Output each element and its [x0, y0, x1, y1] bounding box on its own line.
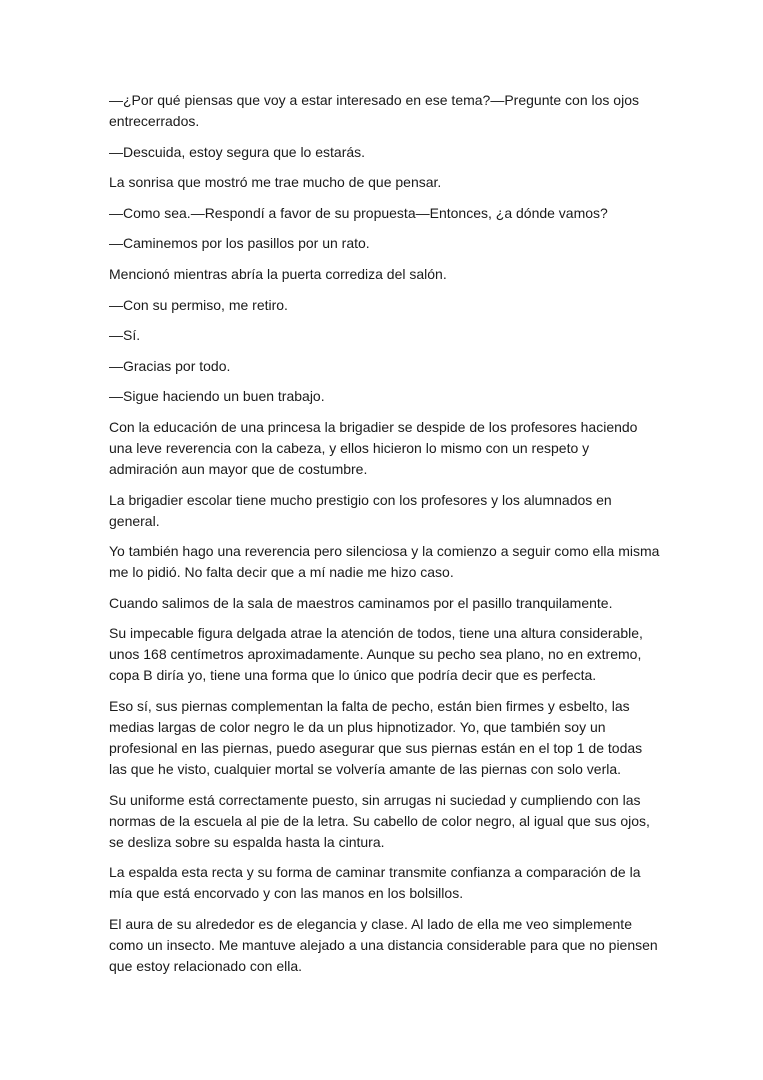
paragraph: Su impecable figura delgada atrae la atención de todos, tiene una altura considerable, unos 168 centímetros aproximadamente. Aunque su pecho sea plano, no en extremo, copa B diría yo, tiene una forma que lo único que podría decir que es perfecta.: [109, 625, 643, 684]
paragraph: Yo también hago una reverencia pero silenciosa y la comienzo a seguir como ella misma me lo pidió. No falta decir que a mí nadie me hizo caso.: [109, 543, 660, 581]
paragraph: Con la educación de una princesa la brigadier se despide de los profesores haciendo una leve reverencia con la cabeza, y ellos hicieron lo mismo con un respeto y admiración aun mayor que de costumbre.: [109, 418, 638, 477]
paragraph: La espalda esta recta y su forma de caminar transmite confianza a comparación de la mía que está encorvado y con las manos en los bolsillos.: [109, 864, 641, 902]
paragraph: Cuando salimos de la sala de maestros caminamos por el pasillo tranquilamente.: [109, 594, 613, 611]
paragraph: La brigadier escolar tiene mucho prestigio con los profesores y los alumnados en general.: [109, 491, 612, 529]
document-body: [109, 90, 661, 986]
paragraph: —Como sea.—Respondí a favor de su propuesta—Entonces, ¿a dónde vamos?: [109, 204, 608, 221]
paragraph: —Gracias por todo.: [109, 357, 231, 374]
paragraph: Su uniforme está correctamente puesto, sin arrugas ni suciedad y cumpliendo con las normas de la escuela al pie de la letra. Su cabello de color negro, al igual que sus ojos, se desliza sobre su espalda hasta la cintura.: [109, 791, 650, 850]
paragraph: El aura de su alrededor es de elegancia y clase. Al lado de ella me veo simplemente como un insecto. Me mantuve alejado a una distancia considerable para que no piensen que estoy relacionado con ella.: [109, 915, 658, 974]
paragraph: —Con su permiso, me retiro.: [109, 296, 288, 313]
paragraph: —Sí.: [109, 327, 141, 344]
paragraph: —Descuida, estoy segura que lo estarás.: [109, 143, 366, 160]
paragraph: Eso sí, sus piernas complementan la falta de pecho, están bien firmes y esbelto, las medias largas de color negro le da un plus hipnotizador. Yo, que también soy un profesional en las piernas, puedo asegurar que sus piernas están en el top 1 de todas las que he visto, cualquier mortal se volvería amante de las piernas con solo verla.: [109, 697, 643, 777]
paragraph: —¿Por qué piensas que voy a estar interesado en ese tema?—Pregunte con los ojos entrecerrados.: [109, 92, 639, 129]
paragraph: —Caminemos por los pasillos por un rato.: [109, 235, 370, 252]
paragraph: —Sigue haciendo un buen trabajo.: [109, 388, 325, 405]
paragraph: Mencionó mientras abría la puerta corrediza del salón.: [109, 265, 447, 282]
paragraph: La sonrisa que mostró me trae mucho de que pensar.: [109, 174, 442, 191]
